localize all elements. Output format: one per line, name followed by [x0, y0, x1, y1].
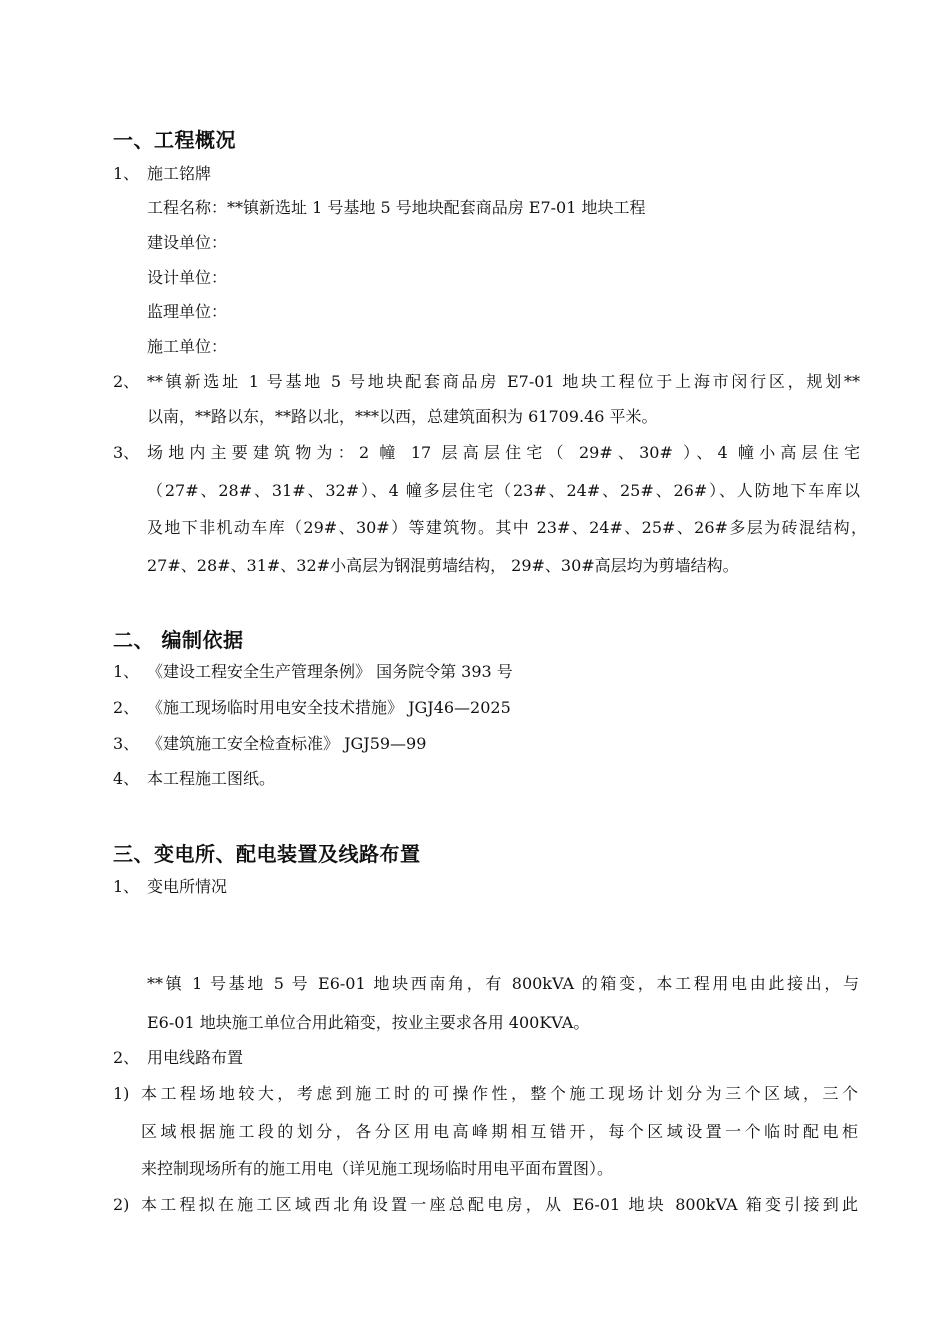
paragraph-line: （27#、28#、31#、32#）、4 幢多层住宅（23#、24#、25#、26#）、人防地下车库以 [147, 481, 860, 500]
item-number: 1、 [113, 164, 140, 183]
item-number: 2、 [113, 372, 140, 391]
paragraph-line: **镇 1 号基地 5 号 E6-01 地块西南角，有 800kVA 的箱变，本工程用电由此接出，与 [147, 974, 859, 993]
item-title: 用电线路布置 [147, 1048, 244, 1067]
paragraph-line: 及地下非机动车库（29#、30#）等建筑物。其中 23#、24#、25#、26#多层为砖混结构， [147, 518, 867, 537]
paragraph-line: **镇新选址 1 号基地 5 号地块配套商品房 E7-01 地块工程位于上海市闵行区，规划** [147, 372, 860, 391]
reference-item: 《建筑施工安全检查标准》 JGJ59—99 [147, 734, 427, 753]
reference-item: 《施工现场临时用电安全技术措施》 JGJ46—2025 [147, 698, 511, 717]
paragraph-line: 来控制现场所有的施工用电（详见施工现场临时用电平面布置图）。 [141, 1159, 614, 1178]
item-number: 4、 [113, 769, 140, 788]
item-number: 3、 [113, 443, 140, 462]
paragraph-line: 27#、28#、31#、32#小高层为钢混剪墙结构， 29#、30#高层均为剪墙结构。 [147, 556, 739, 575]
item-title: 施工铭牌 [147, 164, 212, 183]
item-number: 3、 [113, 734, 140, 753]
paragraph-line: 场地内主要建筑物为：2 幢 17 层高层住宅（ 29#、30# ）、4 幢小高层住宅 [147, 443, 860, 462]
section-heading-3: 三、变电所、配电装置及线路布置 [113, 842, 421, 866]
design-unit-line: 设计单位： [147, 268, 228, 287]
paragraph-line: 本工程场地较大，考虑到施工时的可操作性，整个施工现场计划分为三个区域，三个 [141, 1084, 858, 1103]
reference-item: 《建设工程安全生产管理条例》 国务院令第 393 号 [147, 662, 513, 681]
construct-unit-line: 施工单位： [147, 337, 228, 356]
item-number: 1、 [113, 877, 140, 896]
item-title: 变电所情况 [147, 877, 228, 896]
section-heading-1: 一、工程概况 [113, 128, 236, 152]
paragraph-line: E6-01 地块施工单位合用此箱变，按业主要求各用 400KVA。 [147, 1013, 590, 1032]
item-number: 2、 [113, 1048, 140, 1067]
paragraph-line: 本工程拟在施工区域西北角设置一座总配电房，从 E6-01 地块 800kVA 箱变引接到此 [141, 1195, 858, 1214]
sub-item-number: 2) [113, 1195, 130, 1214]
item-number: 1、 [113, 662, 140, 681]
supervise-unit-line: 监理单位： [147, 302, 228, 321]
sub-item-number: 1) [113, 1084, 130, 1103]
section-heading-2: 二、 编制依据 [113, 628, 244, 652]
project-name-line: 工程名称：**镇新选址 1 号基地 5 号地块配套商品房 E7-01 地块工程 [147, 198, 646, 217]
paragraph-line: 区域根据施工段的划分，各分区用电高峰期相互错开，每个区域设置一个临时配电柜 [141, 1122, 858, 1141]
item-number: 2、 [113, 698, 140, 717]
paragraph-line: 以南，**路以东，**路以北，***以西，总建筑面积为 61709.46 平米。 [147, 407, 658, 426]
reference-item: 本工程施工图纸。 [147, 769, 276, 788]
build-unit-line: 建设单位： [147, 233, 228, 252]
